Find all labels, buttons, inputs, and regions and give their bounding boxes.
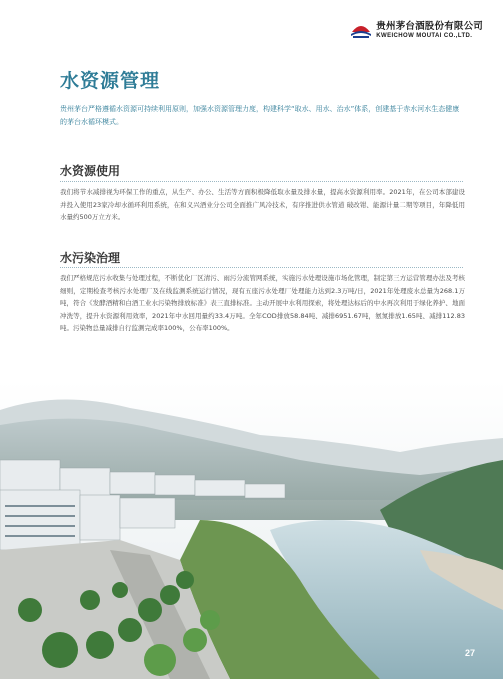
moutai-emblem-icon bbox=[350, 20, 372, 40]
section-divider bbox=[60, 267, 463, 268]
section-body-pollution: 我们严格规范污水收集与处理过程，不断优化厂区清污、雨污分流管网系统，实施污水处理设施市场化管理，制定第三方运营管理办法及考核细则，定期检查考核污水处理厂及在线监测系统运行情况，现有五座污水处理厂处理能力达到2.3万吨/日，2021年处理废水总量为268.1万吨，符合《发酵酒精和白酒工业水污染物排放标准》表三直排标准。主动开展中水利用探索，将处理达标后的中水再次利用于绿化养护、地面冲洗等，提升水资源利用效率，2021年中水回用量约33.4万吨。全年COD排放58.84吨、减排6951.67吨，氨氮排放1.65吨、减排112.83吨。污染物总量减排自行监测完成率100%，公布率100%。 bbox=[60, 274, 465, 332]
section-title-water-use: 水资源使用 bbox=[60, 164, 121, 178]
section-body-water-use: 我们将节水减排视为环保工作的重点，从生产、办公、生活等方面积极降低取水量及排水量，提高水资源利用率。2021年，在公司本部建设并投入使用23家冷却水循环利用系统，在和义兴酒业分公司全面推广风冷技术，有序推进供水管道 破改钳、能源计量二期等项目，年降低用水量约500万立方米。 bbox=[60, 188, 465, 221]
intro-paragraph: 贵州茅台严格遵循水资源可持续利用原则，加强水资源管理力度，构建科学“取水、用水、治水”体系，创建基于赤水河水生态健康的茅台水循环模式。 bbox=[60, 105, 460, 126]
page-title: 水资源管理 bbox=[60, 70, 161, 92]
logo-english-name: KWEICHOW MOUTAI CO.,LTD. bbox=[376, 32, 473, 39]
page-number: 27 bbox=[464, 648, 475, 658]
logo-chinese-name: 贵州茅台酒股份有限公司 bbox=[376, 20, 483, 32]
landscape-photo bbox=[0, 380, 503, 679]
section-divider bbox=[60, 181, 463, 182]
company-logo bbox=[350, 20, 483, 40]
section-title-pollution: 水污染治理 bbox=[60, 251, 121, 265]
